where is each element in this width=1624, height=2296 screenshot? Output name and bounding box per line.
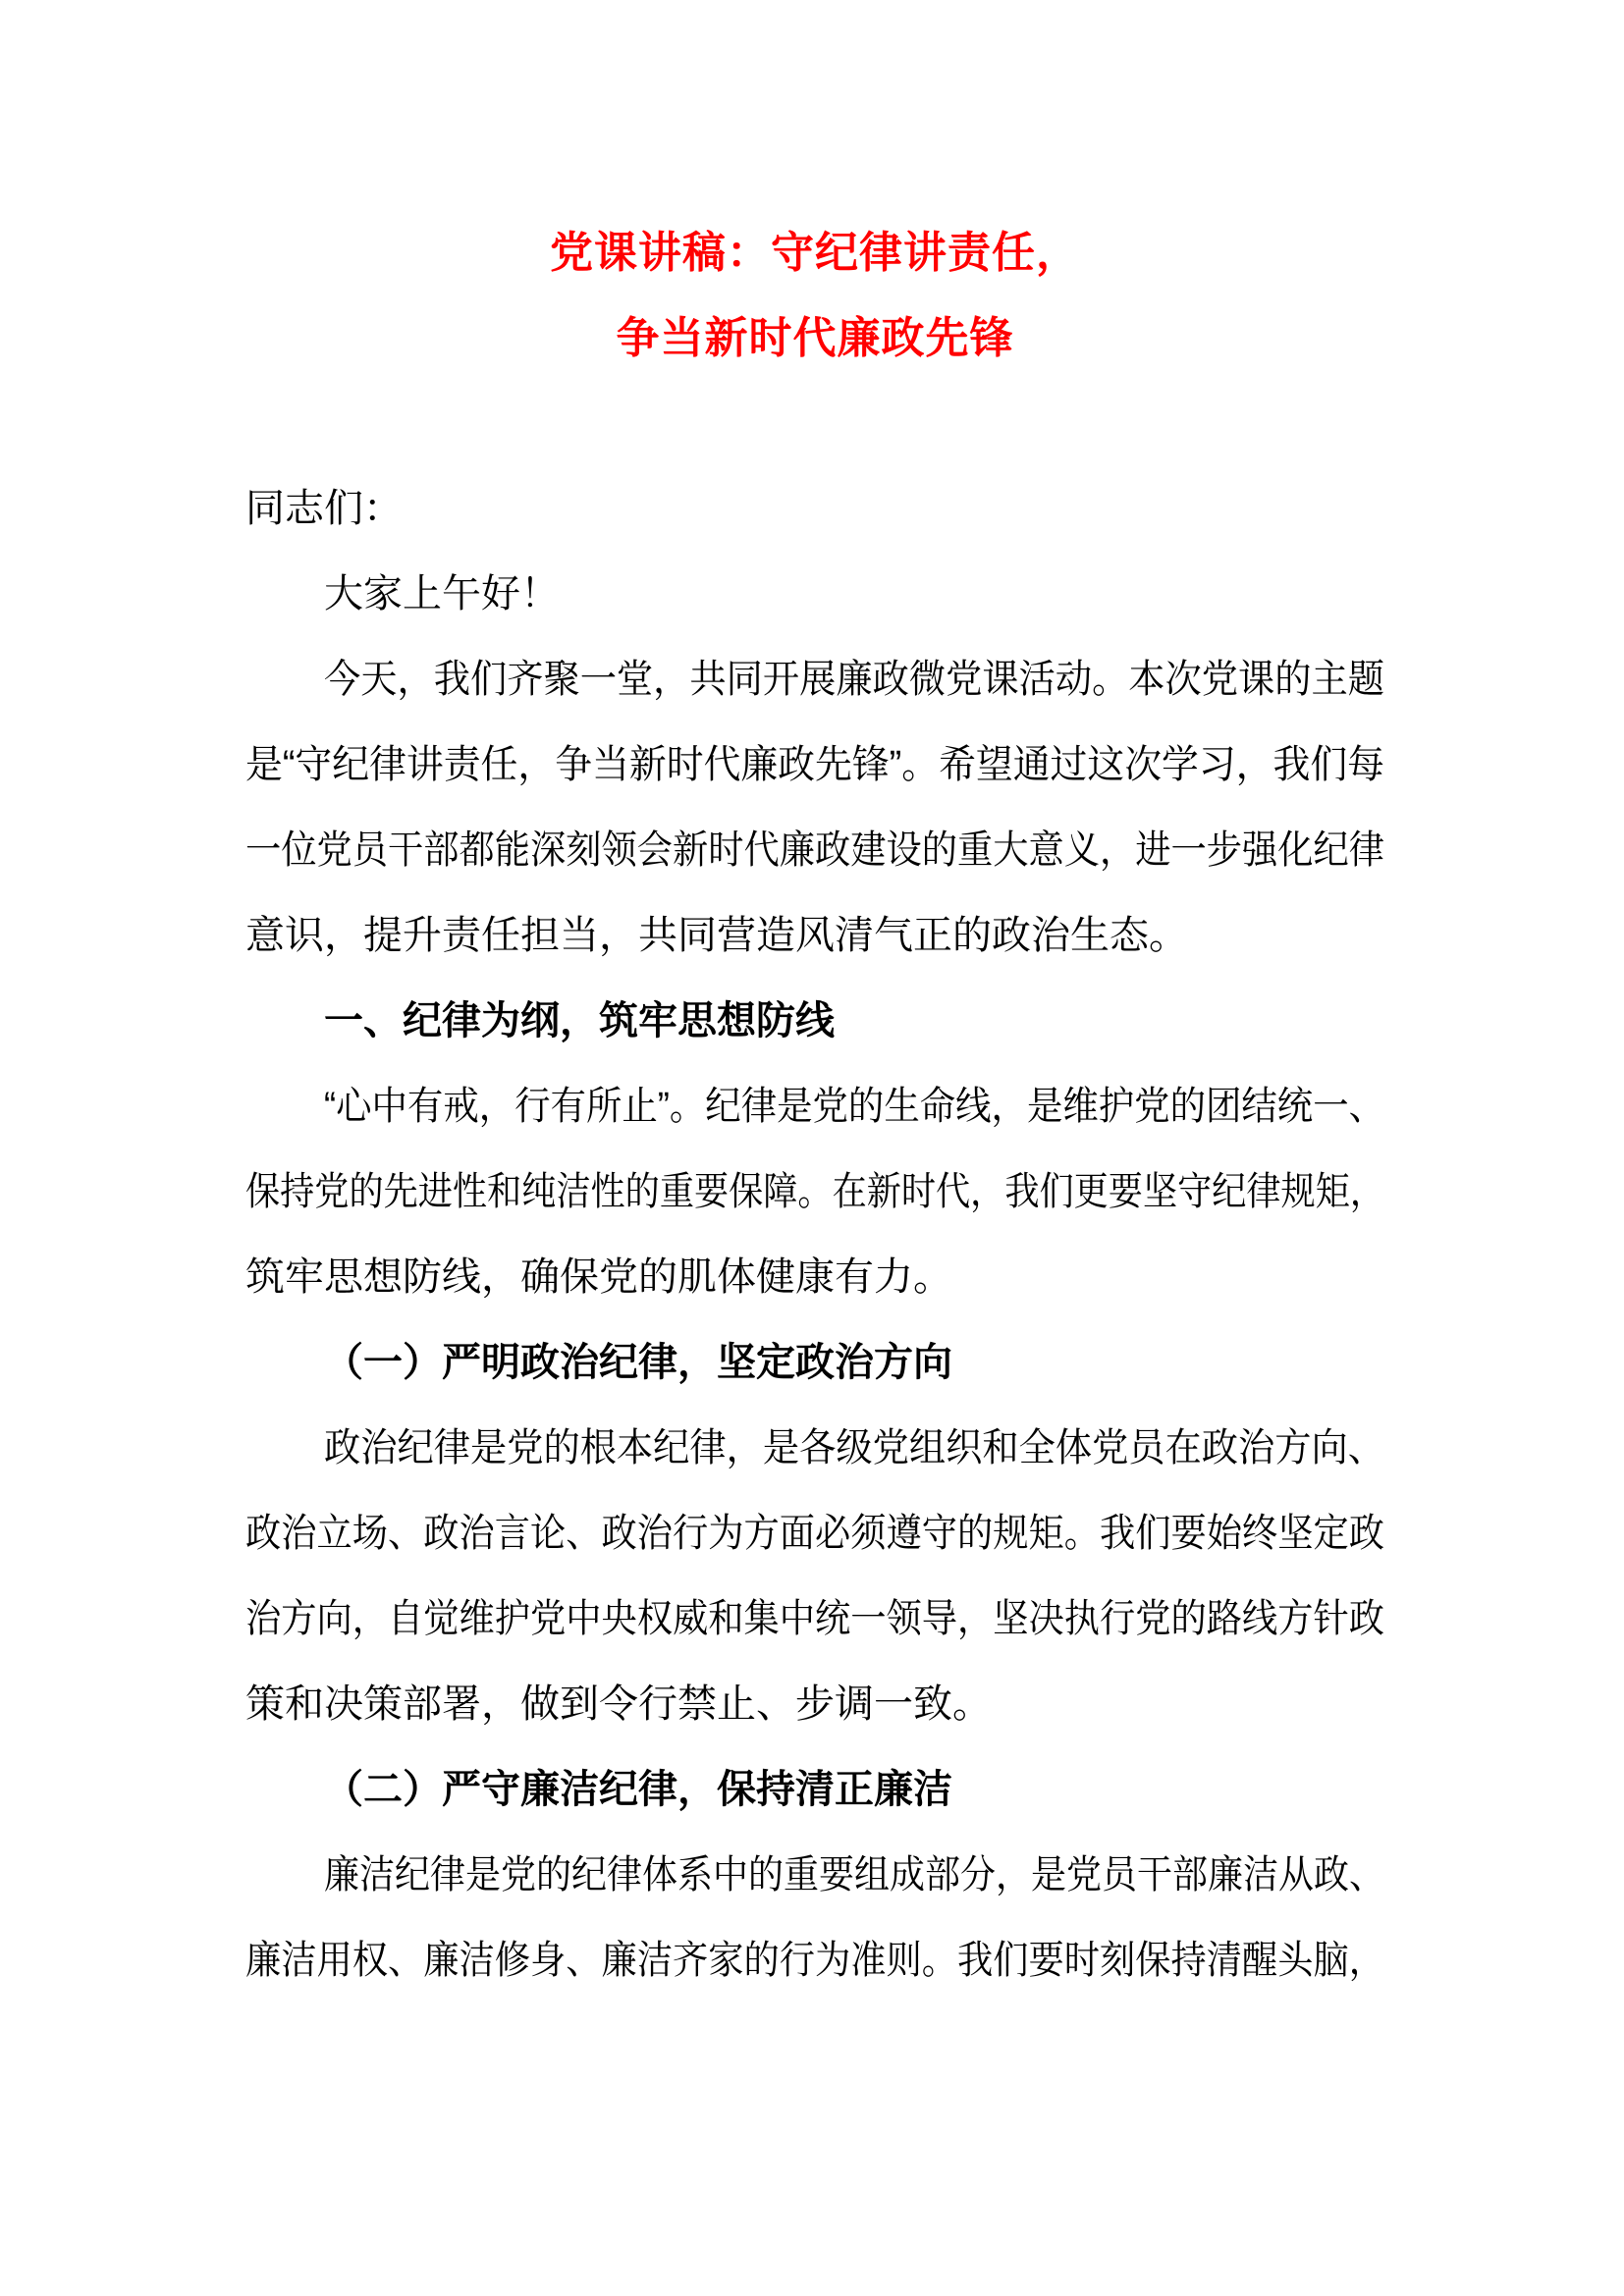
section-heading xyxy=(245,1320,1384,1406)
text-line: 一位党员干部都能深刻领会新时代廉政建设的重大意义，进一步强化纪律 xyxy=(245,828,1384,872)
text-line: 策和决策部署，做到令行禁止、步调一致。 xyxy=(245,1682,992,1726)
paragraph xyxy=(245,466,1384,552)
section-heading xyxy=(245,1747,1384,1833)
section-heading xyxy=(245,979,1384,1064)
paragraph xyxy=(245,1833,1384,2003)
text-line: （二）严守廉洁纪律，保持清正廉洁 xyxy=(324,1768,952,1811)
title-body-gap xyxy=(245,381,1384,466)
paragraph xyxy=(245,552,1384,637)
paragraph xyxy=(245,1406,1384,1747)
document-content xyxy=(245,210,1384,2003)
text-line: 政治立场、政治言论、政治行为方面必须遵守的规矩。我们要始终坚定政 xyxy=(245,1512,1384,1555)
text-line: 一、纪律为纲，筑牢思想防线 xyxy=(324,999,835,1042)
text-line: 筑牢思想防线，确保党的肌体健康有力。 xyxy=(245,1255,952,1299)
document-title xyxy=(245,210,1384,381)
document-body xyxy=(245,466,1384,2003)
text-line: 大家上午好！ xyxy=(324,572,560,615)
text-line: 政治纪律是党的根本纪律，是各级党组织和全体党员在政治方向、 xyxy=(324,1426,1384,1469)
text-line: 廉洁用权、廉洁修身、廉洁齐家的行为准则。我们要时刻保持清醒头脑， xyxy=(245,1939,1384,1982)
text-line: （一）严明政治纪律，坚定政治方向 xyxy=(324,1341,952,1384)
text-line: 意识，提升责任担当，共同营造风清气正的政治生态。 xyxy=(245,914,1188,957)
text-line: “心中有戒，行有所止”。纪律是党的生命线，是维护党的团结统一、 xyxy=(324,1085,1384,1128)
text-line: 治方向，自觉维护党中央权威和集中统一领导，坚决执行党的路线方针政 xyxy=(245,1597,1384,1640)
text-line: 保持党的先进性和纯洁性的重要保障。在新时代，我们更要坚守纪律规矩， xyxy=(245,1170,1384,1213)
paragraph xyxy=(245,1064,1384,1320)
text-line: 廉洁纪律是党的纪律体系中的重要组成部分，是党员干部廉洁从政、 xyxy=(324,1853,1384,1896)
text-line: 同志们： xyxy=(245,487,403,530)
title-line-1: 党课讲稿：守纪律讲责任， xyxy=(550,229,1080,277)
text-line: 是“守纪律讲责任，争当新时代廉政先锋”。希望通过这次学习，我们每 xyxy=(245,743,1384,786)
title-line-2: 争当新时代廉政先锋 xyxy=(616,314,1014,362)
text-line: 今天，我们齐聚一堂，共同开展廉政微党课活动。本次党课的主题 xyxy=(324,658,1384,701)
paragraph xyxy=(245,637,1384,979)
